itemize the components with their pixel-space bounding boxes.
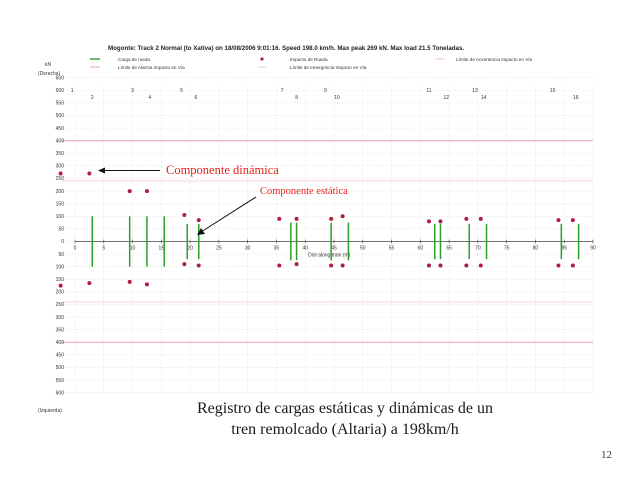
wheel-impact-dot <box>87 281 91 285</box>
axle-label: 1 <box>70 88 74 94</box>
slide-caption <box>130 398 560 440</box>
wheel-impact-dot <box>197 218 201 222</box>
y-tick-label: 300 <box>55 163 64 170</box>
y-tick-label: 450 <box>55 125 64 132</box>
chart-legend <box>90 57 533 70</box>
x-tick-label: 75 <box>503 245 510 252</box>
axle-label: 15 <box>549 88 556 94</box>
page-number: 12 <box>601 449 612 461</box>
wheel-impact-dot <box>341 214 345 218</box>
y-tick-label: 500 <box>55 365 64 372</box>
y-tick-label: 50 <box>58 226 64 233</box>
caption-line-1: Registro de cargas estáticas y dinámicas de un <box>196 400 494 417</box>
annotation-dinamica-text: Componente dinámica <box>166 163 279 177</box>
legend-alarm: Límite de Alarma Impacto en Vía <box>118 65 185 70</box>
wheel-impact-dot <box>128 189 132 193</box>
x-tick-label: 50 <box>359 245 366 252</box>
y-axis-label-bottom: (Izquierda) <box>38 408 62 414</box>
wheel-impact-dot <box>479 217 483 221</box>
x-axis-title: Dist along train (m) <box>308 252 351 259</box>
y-tick-label: 600 <box>55 390 64 397</box>
x-tick-label: 10 <box>129 245 136 252</box>
axle-labels <box>71 88 579 101</box>
chart-title <box>108 45 464 52</box>
x-tick-label: 55 <box>388 245 395 252</box>
y-tick-label: 150 <box>55 277 64 283</box>
wheel-impact-dot <box>438 219 442 223</box>
wheel-impact-dot <box>295 217 299 221</box>
legend-load: Carga de rueda <box>118 57 150 62</box>
axle-label: 3 <box>131 88 134 94</box>
x-tick-label: 30 <box>244 245 251 252</box>
wheel-impact-dot <box>479 263 483 267</box>
axle-label: 13 <box>472 88 478 94</box>
x-tick-label: 70 <box>475 245 481 252</box>
y-tick-label: 400 <box>55 340 64 346</box>
y-tick-label: 200 <box>55 188 64 195</box>
wheel-impact-dot <box>556 218 560 222</box>
x-tick-label: 60 <box>417 245 424 252</box>
y-axis-label-top: (Derecha) <box>38 71 61 77</box>
x-tick-label: 80 <box>532 245 539 252</box>
y-tick-label: 50 <box>58 251 64 258</box>
y-tick-label: 300 <box>55 314 64 321</box>
wheel-impact-dot <box>182 213 186 217</box>
y-tick-label: 250 <box>55 302 64 309</box>
wheel-impact-dot <box>197 263 201 267</box>
wheel-impact-dot <box>329 217 333 221</box>
y-tick-label: 500 <box>55 113 64 120</box>
y-tick-label: 550 <box>55 377 64 384</box>
y-tick-label: 650 <box>55 75 64 82</box>
y-tick-label: 250 <box>55 176 64 183</box>
axle-label: 12 <box>443 95 450 101</box>
annotation-estatica <box>197 186 348 235</box>
y-tick-label: 350 <box>55 151 64 157</box>
annotation-estatica-text: Componente estática <box>260 186 348 197</box>
y-tick-label: 150 <box>55 201 64 208</box>
wheel-impact-dot <box>464 263 468 267</box>
annotation-dinamica <box>98 163 279 177</box>
wheel-impact-dot <box>427 219 431 223</box>
axle-label: 16 <box>572 95 579 101</box>
wheel-impact-dot <box>182 262 186 266</box>
axle-label: 8 <box>295 95 298 101</box>
y-tick-label: 600 <box>55 88 64 94</box>
wheel-impact-dot <box>438 263 442 267</box>
y-tick-label: 100 <box>55 214 64 220</box>
chart-title-text: Mogonte: Track 2 Normal (to Xativa) on 18/08/2006 9:01:16. Speed 198.0 km/h. Max peak 269 kN. Max load 21.5 Toneladas. <box>108 45 465 52</box>
arrow-dinamica-head <box>98 168 105 174</box>
caption-line-2: tren remolcado (Altaria) a 198km/h <box>231 421 459 438</box>
y-tick-label: 550 <box>55 100 64 107</box>
axle-label: 2 <box>90 95 94 101</box>
x-tick-label: 65 <box>446 245 452 252</box>
y-tick-label: 400 <box>55 138 64 145</box>
x-tick-label: 90 <box>590 245 596 252</box>
wheel-impact-dot <box>145 282 149 286</box>
arrow-estatica-line <box>201 197 256 232</box>
y-tick-label: 450 <box>55 352 64 359</box>
wheel-impact-dot <box>128 280 132 284</box>
wheel-impact-dot <box>329 263 333 267</box>
x-tick-label: 45 <box>331 245 337 252</box>
wheel-impact-dot <box>59 171 63 175</box>
axle-label: 10 <box>334 95 340 101</box>
wheel-impact-dot <box>464 217 468 221</box>
axle-label: 11 <box>426 88 432 94</box>
legend-emergency: Límite de emergencia Impacto en Vía <box>290 65 367 70</box>
wheel-impact-dot <box>59 284 63 288</box>
wheel-impact-dot <box>277 217 281 221</box>
wheel-impact-dot <box>427 263 431 267</box>
x-tick-label: 15 <box>158 245 165 252</box>
y-tick-label: 200 <box>55 289 64 296</box>
axle-label: 6 <box>194 95 198 101</box>
y-ticks <box>56 75 65 396</box>
legend-warning: Límite de Acvertencia Impacto en Vía <box>456 57 533 62</box>
y-tick-label: 0 <box>61 239 64 246</box>
y-tick-label: 100 <box>55 264 64 271</box>
wheel-impact-dot <box>341 263 345 267</box>
legend-swatch-impact <box>260 57 263 60</box>
legend-impact: Impacto de Rueda <box>290 57 328 62</box>
x-tick-label: 35 <box>273 245 280 252</box>
wheel-impact-dot <box>87 171 91 175</box>
y-axis-unit: kN <box>45 62 52 68</box>
x-tick-label: 20 <box>187 245 193 252</box>
axle-label: 14 <box>480 95 487 101</box>
axle-label: 9 <box>323 88 327 94</box>
wheel-impact-dot <box>571 263 575 267</box>
x-tick-label: 0 <box>73 245 77 252</box>
wheel-impact-dot <box>145 189 149 193</box>
x-tick-label: 85 <box>561 245 568 252</box>
x-tick-label: 25 <box>216 245 222 252</box>
y-tick-label: 350 <box>55 327 64 334</box>
x-tick-label: 5 <box>102 245 106 252</box>
x-tick-label: 40 <box>302 245 309 252</box>
axle-label: 5 <box>180 88 183 94</box>
axle-label: 4 <box>148 95 152 101</box>
wheel-impact-dot <box>295 262 299 266</box>
grid <box>62 78 593 393</box>
axle-label: 7 <box>280 88 284 94</box>
wheel-impact-dot <box>277 263 281 267</box>
wheel-impact-dot <box>571 218 575 222</box>
wheel-impact-dot <box>556 263 560 267</box>
